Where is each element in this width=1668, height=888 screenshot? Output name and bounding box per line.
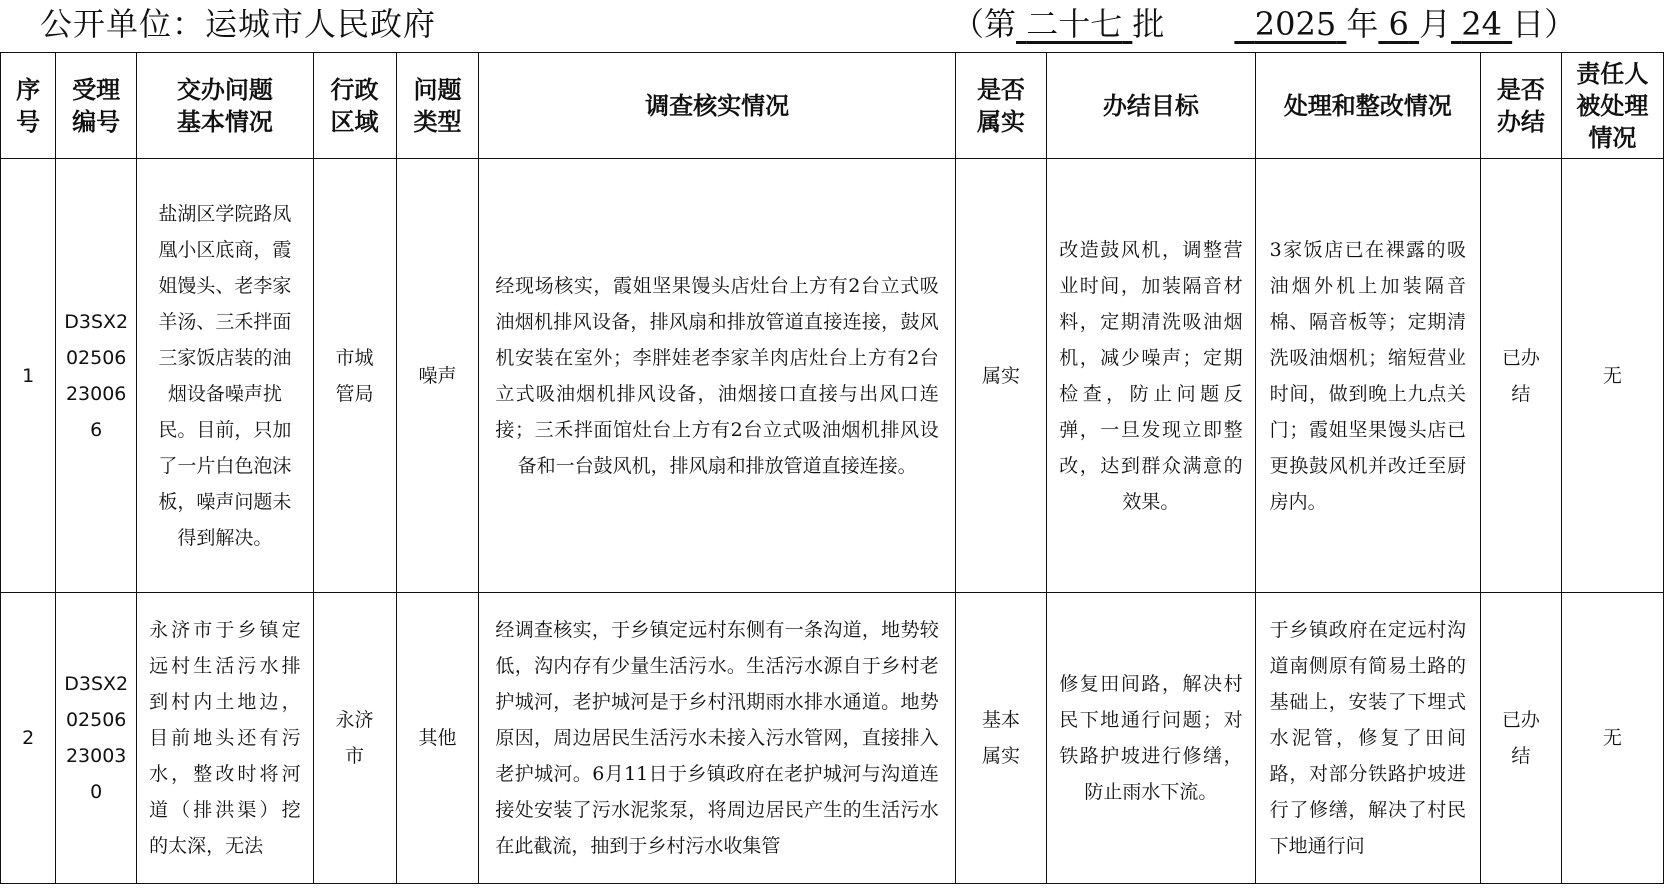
row-investigation: 经现场核实，霞姐坚果馒头店灶台上方有2台立式吸油烟机排风设备，排风扇和排放管道直接连接，鼓风机安装在室外；李胖娃老李家羊肉店灶台上方有2台立式吸油烟机排风设备，油烟接口直接与出风口连接；三禾拌面馆灶台上方有2台立式吸油烟机排风设备和一台鼓风机，排风扇和排放管道直接连接。	[479, 159, 955, 593]
month-value	[1378, 5, 1419, 43]
row-closed: 已办结	[1481, 593, 1562, 884]
row-handling: 于乡镇政府在定远村沟道南侧原有简易土路的基础上，安装了下埋式水泥管，修复了田间路，对部分铁路护坡进行了修缮，解决了村民下地通行问	[1255, 593, 1480, 884]
publishing-unit: 公开单位：运城市人民政府	[40, 5, 437, 43]
col-header-code: 受理编号	[56, 53, 137, 159]
col-header-type: 问题类型	[396, 53, 479, 159]
document-header	[0, 0, 1668, 52]
row-investigation: 经调查核实，于乡镇定远村东侧有一条沟道，地势较低，沟内存有少量生活污水。生活污水源自于乡村老护城河，老护城河是于乡村汛期雨水排水通道。地势原因，周边居民生活污水未接入污水管网，直接排入老护城河。6月11日于乡镇政府在老护城河与沟道连接处安装了污水泥浆泵，将周边居民产生的生活污水在此截流，抽到于乡村污水收集管	[479, 593, 955, 884]
col-header-closed: 是否办结	[1481, 53, 1562, 159]
row-true: 基本属实	[955, 593, 1046, 884]
row-no: 2	[1, 593, 56, 884]
row-handling: 3家饭店已在裸露的吸油烟外机上加装隔音棉、隔音板等；定期清洗吸油烟机；缩短营业时间，做到晚上九点关门；霞姐坚果馒头店已更换鼓风机并改迁至厨房内。	[1255, 159, 1480, 593]
row-punished: 无	[1561, 593, 1663, 884]
row-issue: 盐湖区学院路凤凰小区底商，霞姐馒头、老李家羊汤、三禾拌面三家饭店装的油烟设备噪声扰民。目前，只加了一片白色泡沫板，噪声问题未得到解决。	[137, 159, 314, 593]
row-true: 属实	[955, 159, 1046, 593]
table-row	[1, 159, 1664, 593]
row-code: D3SX20250623006 6	[56, 159, 137, 593]
row-region: 永济市	[313, 593, 396, 884]
row-goal: 改造鼓风机，调整营业时间，加装隔音材料，定期清洗吸油烟机，减少噪声；定期检查，防止问题反弹，一旦发现立即整改，达到群众满意的效果。	[1047, 159, 1255, 593]
col-header-goal: 办结目标	[1047, 53, 1255, 159]
year-value	[1234, 5, 1346, 43]
day-label: 日）	[1512, 5, 1577, 43]
col-header-no: 序号	[1, 53, 56, 159]
row-no: 1	[1, 159, 56, 593]
table-header-row	[1, 53, 1664, 159]
batch-suffix: 批	[1132, 5, 1165, 43]
batch-number-text: 二十七	[1026, 5, 1123, 43]
col-header-issue: 交办问题基本情况	[137, 53, 314, 159]
day-value	[1451, 5, 1512, 43]
row-punished: 无	[1561, 159, 1663, 593]
col-header-handling: 处理和整改情况	[1255, 53, 1480, 159]
col-header-investigation: 调查核实情况	[479, 53, 955, 159]
row-region: 市城管局	[313, 159, 396, 593]
col-header-region: 行政区域	[313, 53, 396, 159]
row-type: 噪声	[396, 159, 479, 593]
row-goal: 修复田间路，解决村民下地通行问题；对铁路护坡进行修缮，防止雨水下流。	[1047, 593, 1255, 884]
day-text: 24	[1461, 5, 1502, 43]
row-issue: 永济市于乡镇定远村生活污水排到村内土地边，目前地头还有污水，整改时将河道（排洪渠）挖的太深，无法	[137, 593, 314, 884]
year-label: 年	[1346, 5, 1379, 43]
month-label: 月	[1419, 5, 1452, 43]
row-closed: 已办结	[1481, 159, 1562, 593]
year-text: 2025	[1254, 5, 1337, 43]
batch-number	[1016, 5, 1132, 43]
col-header-punished: 责任人被处理情况	[1561, 53, 1663, 159]
batch-date-line	[952, 4, 1576, 44]
complaint-table	[0, 52, 1664, 884]
table-row	[1, 593, 1664, 884]
month-text: 6	[1388, 5, 1409, 43]
batch-prefix: （第	[952, 5, 1017, 43]
row-type: 其他	[396, 593, 479, 884]
row-code: D3SX20250623003 0	[56, 593, 137, 884]
col-header-true: 是否属实	[955, 53, 1046, 159]
